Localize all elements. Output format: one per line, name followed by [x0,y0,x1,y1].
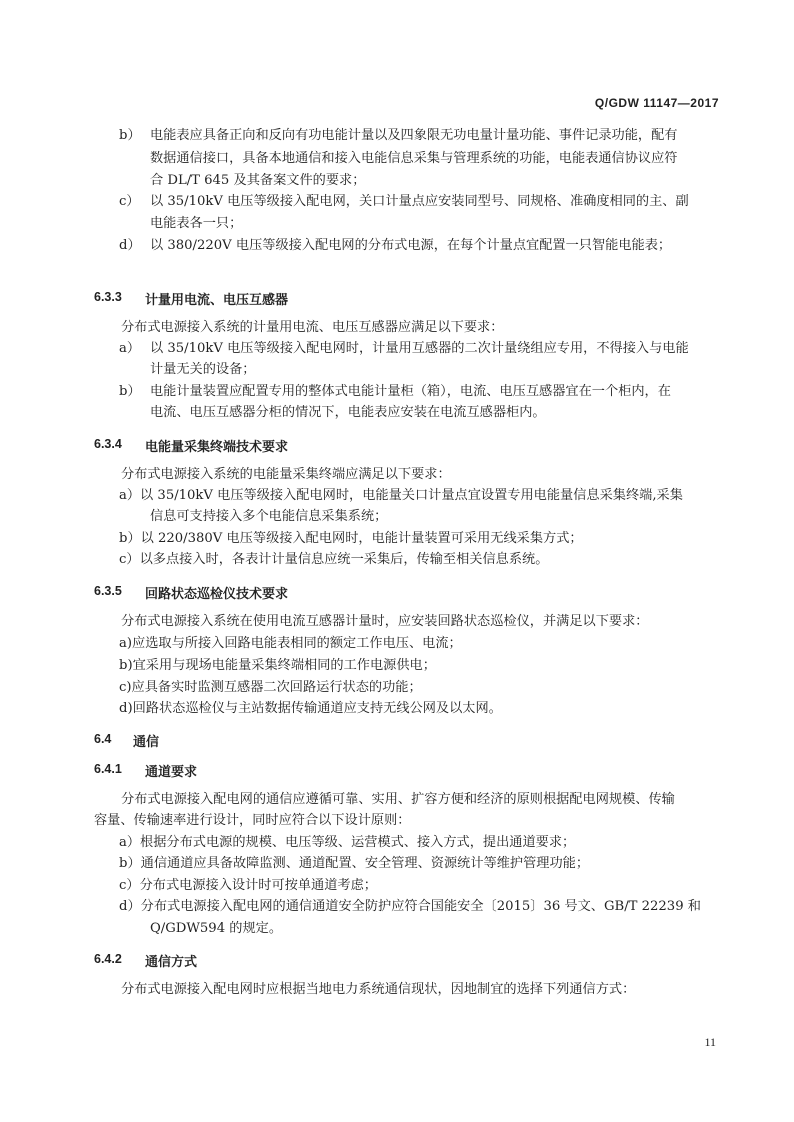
list-item-text: b)宜采用与现场电能量采集终端相同的工作电源供电； [119,658,436,673]
paragraph: 分布式电源接入配电网时应根据当地电力系统通信现状，因地制宜的选择下列通信方式： [121,982,636,997]
section-heading: 计量用电流、电压互感器 [145,293,289,308]
list-item-text: 合 DL/T 645 及其备案文件的要求； [150,173,366,188]
list-marker: c） [119,194,140,209]
section-heading: 回路状态巡检仪技术要求 [145,587,289,602]
list-item-text: 数据通信接口，具备本地通信和接入电能信息采集与管理系统的功能，电能表通信协议应符 [150,151,678,166]
list-marker: d） [119,238,141,253]
paragraph: 分布式电源接入配电网的通信应遵循可靠、实用、扩容方便和经济的原则根据配电网规模、传输 [121,792,675,807]
paragraph: 分布式电源接入系统的电能量采集终端应满足以下要求： [121,467,451,482]
list-item-text: 以 35/10kV 电压等级接入配电网，关口计量点应安装同型号、同规格、准确度相同的主、副 [150,194,689,209]
list-item-text: d)回路状态巡检仪与主站数据传输通道应支持无线公网及以太网。 [119,701,502,716]
list-item-text: 电能计量装置应配置专用的整体式电能计量柜（箱），电流、电压互感器宜在一个柜内，在 [150,384,671,399]
list-item-text: 以 380/220V 电压等级接入配电网的分布式电源，在每个计量点宜配置一只智能电能表； [150,238,672,253]
section-number: 6.3.4 [94,437,122,451]
list-marker: a） [119,341,141,356]
list-item-text: 计量无关的设备； [150,362,256,377]
document-id: Q/GDW 11147—2017 [594,96,719,110]
list-item-text: Q/GDW594 的规定。 [150,921,283,936]
list-item-text: a)应选取与所接入回路电能表相同的额定工作电压、电流； [119,636,462,651]
list-marker: b） [119,128,141,143]
list-item-text: a）根据分布式电源的规模、电压等级、运营模式、接入方式，提出通道要求； [119,835,576,850]
list-item-text: c）以多点接入时，各表计计量信息应统一采集后，传输至相关信息系统。 [119,552,549,567]
section-heading: 通道要求 [145,765,198,780]
section-number: 6.4.1 [94,762,122,776]
list-item-text: c）分布式电源接入设计时可按单通道考虑； [119,878,377,893]
list-item-text: 电能表应具备正向和反向有功电能计量以及四象限无功电量计量功能、事件记录功能，配有 [150,128,678,143]
list-item-text: 信息可支持接入多个电能信息采集系统； [150,509,388,524]
list-item-text: 电流、电压互感器分柜的情况下，电能表应安装在电流互感器柜内。 [150,405,546,420]
section-heading: 电能量采集终端技术要求 [145,440,289,455]
section-heading: 通信方式 [145,955,198,970]
list-item-text: 以 35/10kV 电压等级接入配电网时，计量用互感器的二次计量绕组应专用，不得接入与电能 [150,341,689,356]
paragraph: 容量、传输速率进行设计，同时应符合以下设计原则： [94,813,411,828]
page-number: 11 [704,1035,716,1049]
list-item-text: d）分布式电源接入配电网的通信通道安全防护应符合国能安全〔2015〕36 号文、GB/T 22239 和 [119,899,701,914]
list-item-text: b）以 220/380V 电压等级接入配电网时，电能计量装置可采用无线采集方式； [119,531,583,546]
list-marker: b） [119,384,141,399]
paragraph: 分布式电源接入系统在使用电流互感器计量时，应安装回路状态巡检仪，并满足以下要求： [121,614,649,629]
paragraph: 分布式电源接入系统的计量用电流、电压互感器应满足以下要求： [121,320,504,335]
list-item-text: c)应具备实时监测互感器二次回路运行状态的功能； [119,680,422,695]
section-number: 6.4 [94,732,112,746]
section-number: 6.3.5 [94,584,122,598]
list-item-text: b）通信通道应具备故障监测、通道配置、安全管理、资源统计等维护管理功能； [119,856,590,871]
section-heading: 通信 [133,735,160,750]
section-number: 6.3.3 [94,290,122,304]
list-item-text: a）以 35/10kV 电压等级接入配电网时，电能量关口计量点宜设置专用电能量信息采集终端,采集 [119,488,683,503]
list-item-text: 电能表各一只； [150,216,243,231]
section-number: 6.4.2 [94,952,122,966]
